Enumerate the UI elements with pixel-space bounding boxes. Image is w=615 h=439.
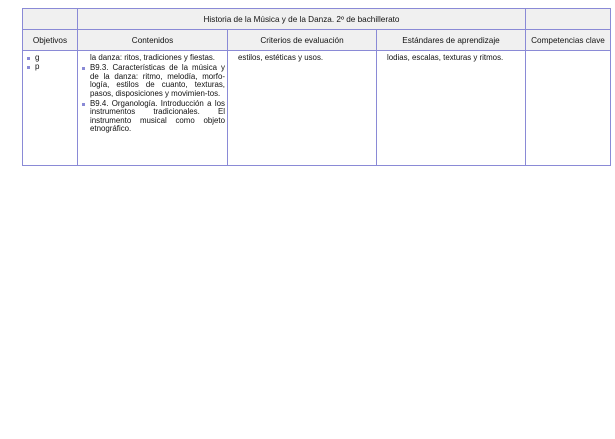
bullet-icon	[82, 67, 85, 70]
table-corner-cell	[23, 9, 78, 30]
list-item: p	[27, 63, 75, 71]
header-objetivos: Objetivos	[23, 30, 78, 51]
list-item: B9.4. Organología. Introducción a los instrumentos tradicionales. El instrumento musical como objeto etnográfico.	[82, 100, 225, 134]
cell-contenidos	[78, 51, 228, 166]
cell-estandares	[377, 51, 526, 166]
header-contenidos: Contenidos	[78, 30, 228, 51]
bullet-icon	[82, 103, 85, 106]
bullet-icon	[27, 57, 30, 60]
competencias-text	[526, 51, 610, 54]
criterios-text: estilos, estéticas y usos.	[238, 53, 324, 62]
list-item: B9.3. Características de la música y de la danza: ritmo, melodía, morfo-logía, estilos de cuanto, texturas, pasos, disposiciones y movimien-tos.	[82, 64, 225, 98]
cell-competencias	[526, 51, 611, 166]
cell-objetivos	[23, 51, 78, 166]
table-title-spacer	[526, 9, 611, 30]
list-item: la danza: ritos, tradiciones y fiestas.	[90, 53, 215, 62]
estandares-text: lodias, escalas, texturas y ritmos.	[387, 53, 504, 62]
header-estandares: Estándares de aprendizaje	[377, 30, 526, 51]
table-title: Historia de la Música y de la Danza. 2º de bachillerato	[78, 9, 526, 30]
curriculum-table	[22, 8, 611, 166]
header-competencias: Competencias clave	[526, 30, 611, 51]
list-item: g	[27, 54, 75, 62]
header-criterios: Criterios de evaluación	[228, 30, 377, 51]
bullet-icon	[27, 66, 30, 69]
cell-criterios	[228, 51, 377, 166]
